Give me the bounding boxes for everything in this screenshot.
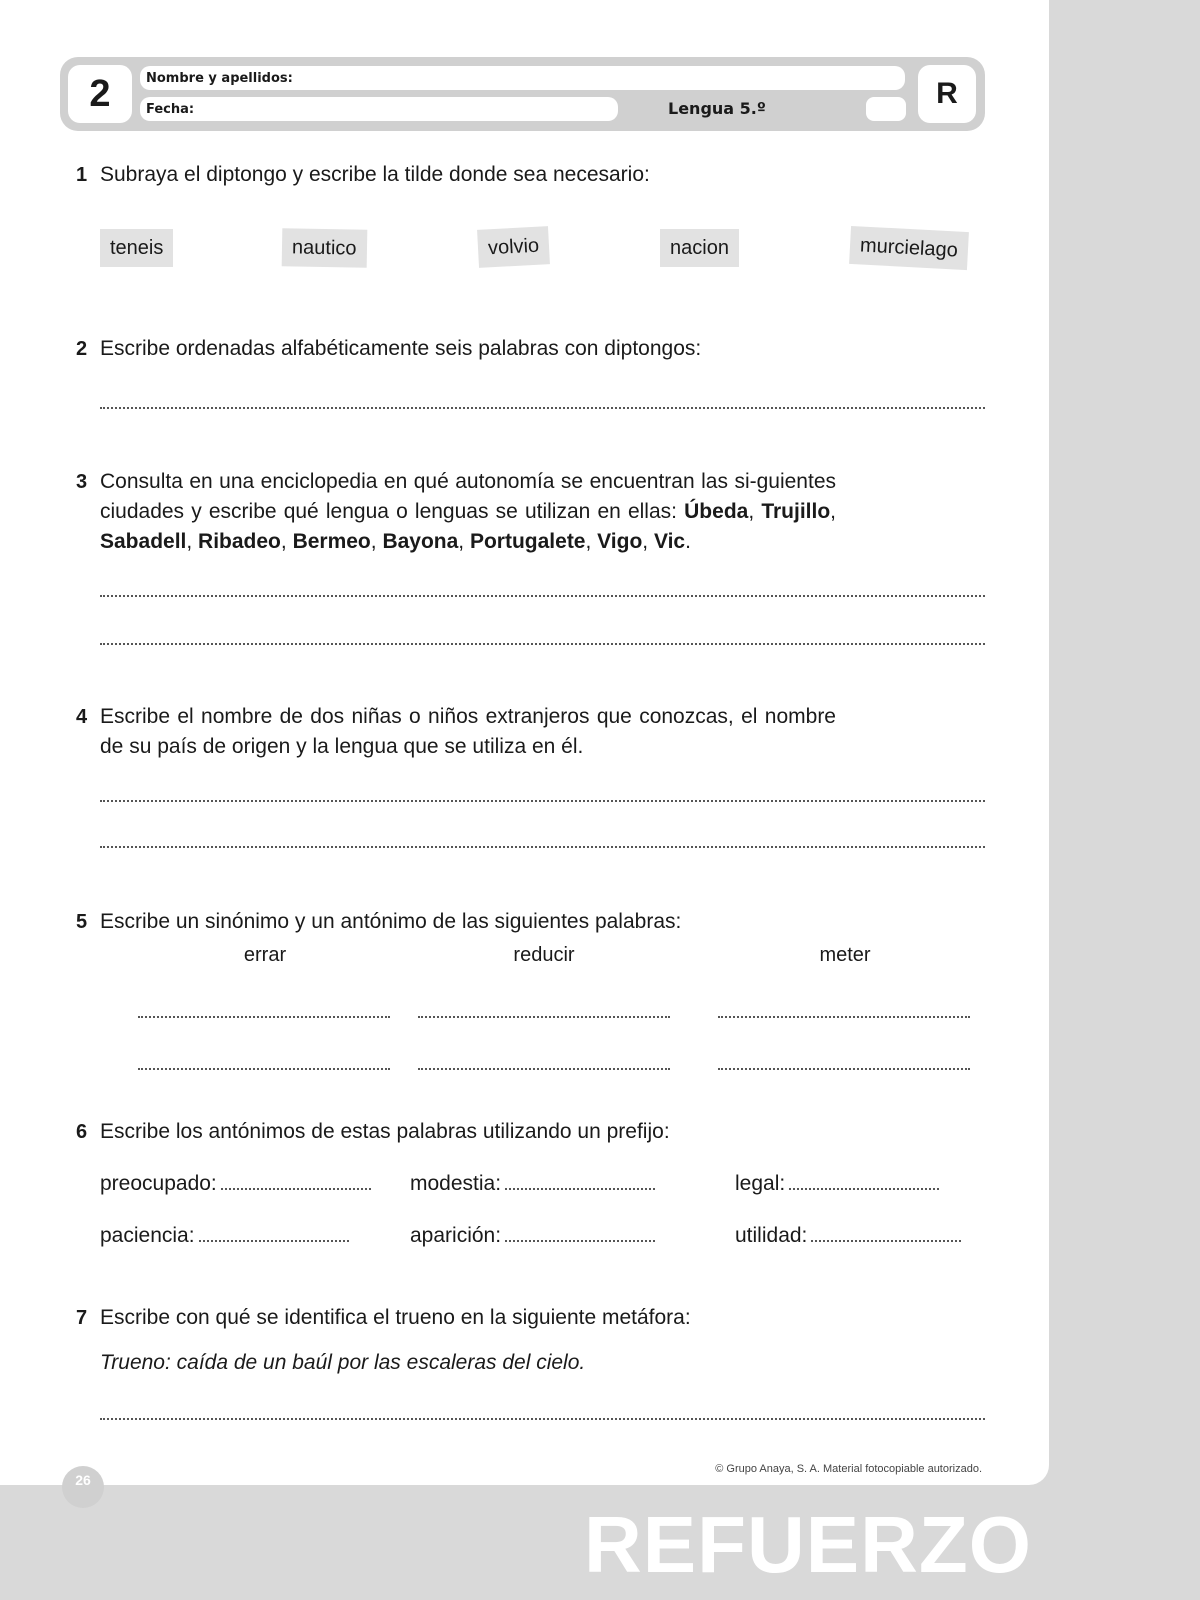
city-2: Trujillo — [761, 500, 831, 523]
refuerzo-banner: REFUERZO — [584, 1500, 1032, 1589]
city-8: Vigo — [597, 530, 643, 553]
city-6: Bayona — [382, 530, 459, 553]
question-7-number: 7 — [76, 1307, 88, 1329]
question-2-number: 2 — [76, 338, 88, 360]
synonym-line-2[interactable] — [418, 1016, 670, 1018]
answer-line-2[interactable] — [100, 407, 985, 409]
prefix-answer-5[interactable] — [505, 1239, 655, 1242]
question-1-number: 1 — [76, 164, 88, 186]
prefix-item-aparicion: aparición: — [410, 1224, 655, 1248]
answer-line-4a[interactable] — [100, 800, 985, 802]
prefix-answer-1[interactable] — [221, 1187, 371, 1190]
question-6-text: Escribe los antónimos de estas palabras utilizando un prefijo: — [100, 1120, 670, 1143]
question-3-lead: Consulta en una enciclopedia en qué autonomía se encuentran las si-guientes ciudades y escribe qué lengua o lenguas se utilizan en ellas: — [100, 470, 836, 523]
prefix-answer-2[interactable] — [505, 1187, 655, 1190]
question-3-number: 3 — [76, 471, 88, 493]
prefix-answer-4[interactable] — [199, 1239, 349, 1242]
synonym-line-3[interactable] — [718, 1016, 970, 1018]
prefix-answer-3[interactable] — [789, 1187, 939, 1190]
answer-line-3a[interactable] — [100, 595, 985, 597]
subject-label: Lengua 5.º — [668, 99, 766, 118]
worksheet-header — [60, 57, 985, 131]
prefix-item-legal: legal: — [735, 1172, 939, 1196]
city-1: Úbeda — [684, 500, 749, 523]
prefix-answer-6[interactable] — [811, 1239, 961, 1242]
name-field[interactable]: Nombre y apellidos: — [140, 66, 905, 90]
word-chip-2: nautico — [282, 228, 367, 267]
copyright-notice: © Grupo Anaya, S. A. Material fotocopiable autorizado. — [715, 1463, 982, 1475]
question-3-text: Consulta en una enciclopedia en qué autonomía se encuentran las si-guientes ciudades y escribe qué lengua o lenguas se utilizan en ellas: Úbeda, Trujillo, Sabadell, Ribadeo, Bermeo, Bayona, Portugalete, Vigo, Vic. — [100, 470, 836, 553]
antonym-line-3[interactable] — [718, 1068, 970, 1070]
question-2-text: Escribe ordenadas alfabéticamente seis palabras con diptongos: — [100, 337, 702, 360]
level-letter: R — [918, 65, 976, 123]
word-chip-5: murcielago — [849, 226, 969, 270]
prefix-item-paciencia: paciencia: — [100, 1224, 349, 1248]
page-number: 26 — [62, 1466, 104, 1508]
date-field[interactable]: Fecha: — [140, 97, 618, 121]
answer-line-7[interactable] — [100, 1418, 985, 1420]
question-5-text: Escribe un sinónimo y un antónimo de las siguientes palabras: — [100, 910, 682, 933]
answer-line-4b[interactable] — [100, 846, 985, 848]
antonym-line-1[interactable] — [138, 1068, 390, 1070]
city-9: Vic — [653, 530, 686, 553]
question-4-text: Escribe el nombre de dos niñas o niños extranjeros que conozcas, el nombre de su país de origen y la lengua que se utiliza en él. — [100, 705, 836, 758]
word-chip-3: volvio — [477, 226, 550, 268]
question-7-text: Escribe con qué se identifica el trueno en la siguiente metáfora: — [100, 1306, 691, 1329]
city-3: Sabadell — [100, 530, 187, 553]
word-meter: meter — [819, 944, 871, 966]
word-chip-1: teneis — [100, 229, 173, 267]
word-chip-4: nacion — [660, 229, 739, 267]
city-7: Portugalete — [469, 530, 586, 553]
prefix-item-preocupado: preocupado: — [100, 1172, 371, 1196]
unit-number: 2 — [68, 65, 132, 123]
question-6-number: 6 — [76, 1121, 88, 1143]
question-4-number: 4 — [76, 706, 88, 728]
city-5: Bermeo — [292, 530, 371, 553]
city-4: Ribadeo — [198, 530, 281, 553]
word-errar: errar — [243, 944, 287, 966]
prefix-item-modestia: modestia: — [410, 1172, 655, 1196]
metaphor-text: Trueno: caída de un baúl por las escaleras del cielo. — [100, 1351, 586, 1374]
antonym-line-2[interactable] — [418, 1068, 670, 1070]
grade-box[interactable] — [866, 97, 906, 121]
synonym-line-1[interactable] — [138, 1016, 390, 1018]
question-1-text: Subraya el diptongo y escribe la tilde donde sea necesario: — [100, 163, 650, 186]
question-5-number: 5 — [76, 911, 88, 933]
side-strip — [1049, 0, 1200, 1600]
word-reducir: reducir — [513, 944, 575, 966]
prefix-item-utilidad: utilidad: — [735, 1224, 961, 1248]
answer-line-3b[interactable] — [100, 643, 985, 645]
